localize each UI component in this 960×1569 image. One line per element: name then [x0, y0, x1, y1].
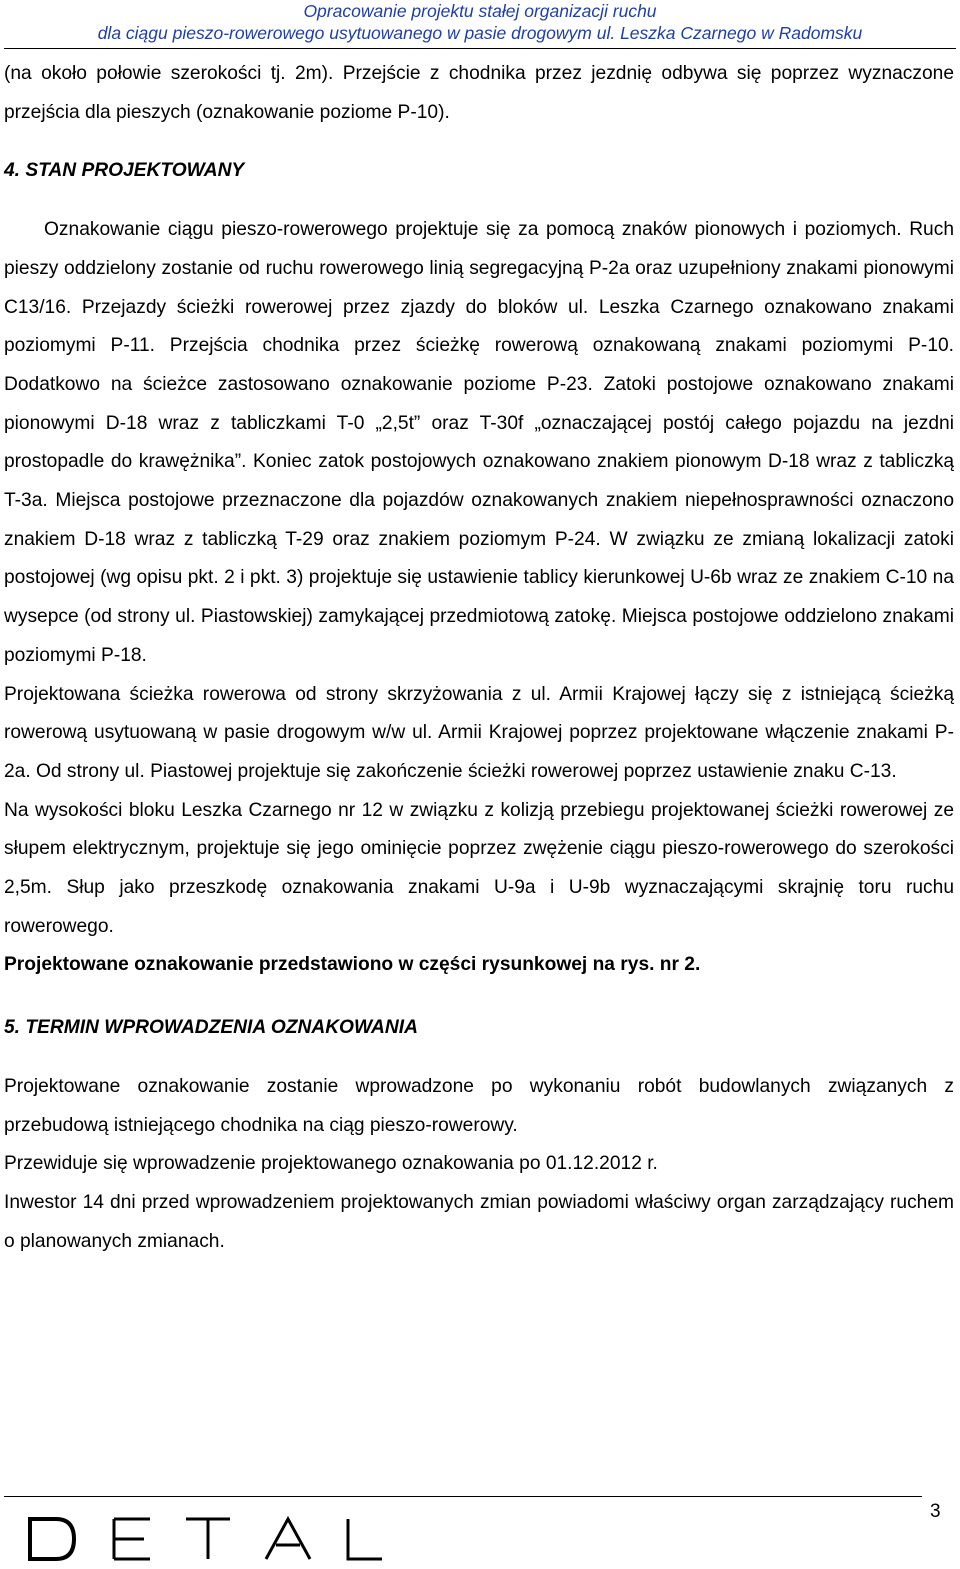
- header-subtitle: dla ciągu pieszo-rowerowego usytuowanego w pasie drogowym ul. Leszka Czarnego w Radomsku: [97, 23, 863, 43]
- section-5-paragraph-1: Projektowane oznakowanie zostanie wprowadzone po wykonaniu robót budowlanych związanych z przebudową istniejącego chodnika na ciąg pieszo-rowerowy.: [4, 1075, 954, 1136]
- section-4-heading: 4. STAN PROJEKTOWANY: [4, 160, 245, 182]
- header-title: Opracowanie projektu stałej organizacji ruchu: [303, 1, 657, 21]
- header-divider: [4, 48, 956, 49]
- section-4-paragraph-2: Projektowana ścieżka rowerowa od strony skrzyżowania z ul. Armii Krajowej łączy się z istniejącą ścieżką rowerową usytuowaną w pasie drogowym w/w ul. Armii Krajowej poprzez projektowane włączenie znakami P-2a. Od strony ul. Piastowej projektuje się zakończenie ścieżki rowerowej poprzez ustawienie znaku C-13.: [4, 683, 954, 782]
- detal-logo: [26, 1515, 386, 1563]
- section-5-heading: 5. TERMIN WPROWADZENIA OZNAKOWANIA: [4, 1017, 418, 1039]
- page-header: [0, 0, 960, 44]
- page-number: 3: [930, 1501, 941, 1522]
- section-4-paragraph-3: Na wysokości bloku Leszka Czarnego nr 12 w związku z kolizją przebiegu projektowanej ścieżki rowerowej ze słupem elektrycznym, projektuje się jego ominięcie poprzez zwężenie ciągu pieszo-rowerowego do szerokości 2,5m. Słup jako przeszkodę oznakowania znakami U-9a i U-9b wyznaczającymi skrajnię toru ruchu rowerowego.: [4, 799, 954, 937]
- section-4-paragraph-4: Projektowane oznakowanie przedstawiono w części rysunkowej na rys. nr 2.: [4, 954, 701, 976]
- section-5-paragraph-2: Przewiduje się wprowadzenie projektowanego oznakowania po 01.12.2012 r.: [4, 1153, 658, 1175]
- section-5-paragraph-3: Inwestor 14 dni przed wprowadzeniem projektowanych zmian powiadomi właściwy organ zarządzający ruchem o planowanych zmianach.: [4, 1191, 954, 1252]
- document-body: [4, 55, 954, 1261]
- intro-paragraph: (na około połowie szerokości tj. 2m). Przejście z chodnika przez jezdnię odbywa się poprzez wyznaczone przejścia dla pieszych (oznakowanie poziome P-10).: [4, 63, 954, 123]
- footer-divider: [4, 1496, 922, 1497]
- section-4-paragraph-1: Oznakowanie ciągu pieszo-rowerowego projektuje się za pomocą znaków pionowych i poziomych. Ruch pieszy oddzielony zostanie od ruchu rowerowego linią segregacyjną P-2a oraz uzupełniony znakami pionowymi C13/16. Przejazdy ścieżki rowerowej przez zjazdy do bloków ul. Leszka Czarnego oznakowano znakami poziomymi P-11. Przejścia chodnika przez ścieżkę rowerową oznakowaną znakami poziomymi P-10. Dodatkowo na ścieżce zastosowano oznakowanie poziome P-23. Zatoki postojowe oznakowano znakami pionowymi D-18 wraz z tabliczkami T-0 „2,5t” oraz T-30f „oznaczającej postój całego pojazdu na jezdni prostopadle do krawężnika”. Koniec zatok postojowych oznakowano znakiem pionowym D-18 wraz z tabliczką T-3a. Miejsca postojowe przeznaczone dla pojazdów oznakowanych znakiem niepełnosprawności oznaczono znakiem D-18 wraz z tabliczką T-29 oraz znakiem poziomym P-24. W związku ze zmianą lokalizacji zatoki postojowej (wg opisu pkt. 2 i pkt. 3) projektuje się ustawienie tablicy kierunkowej U-6b wraz ze znakiem C-10 na wysepce (od strony ul. Piastowskiej) zamykającej przedmiotową zatokę. Miejsca postojowe oddzielono znakami poziomymi P-18.: [4, 219, 954, 666]
